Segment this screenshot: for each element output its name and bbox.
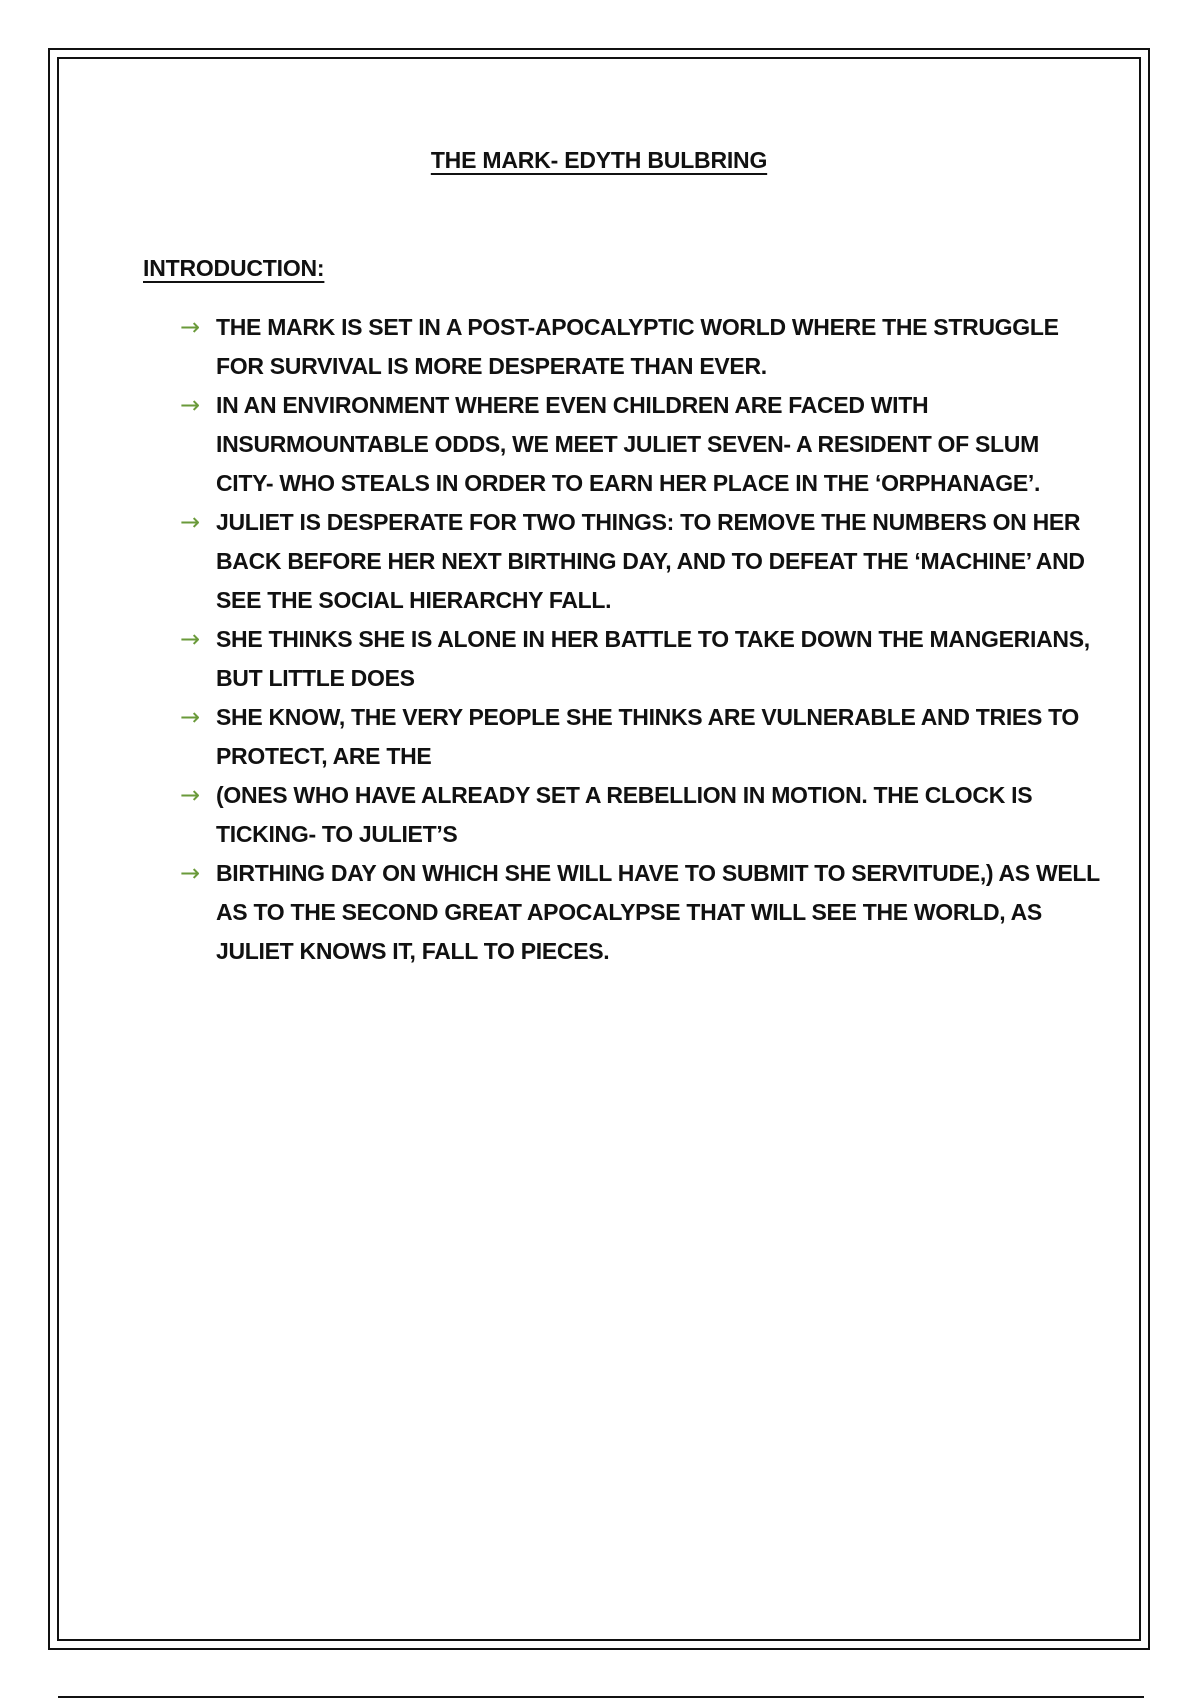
right-arrow-icon: → [180, 781, 201, 809]
bullet-text: SHE THINKS SHE IS ALONE IN HER BATTLE TO TAKE DOWN THE MANGERIANS, BUT LITTLE DOES [216, 626, 1090, 691]
right-arrow-icon: → [180, 313, 201, 341]
list-item [180, 854, 1100, 971]
bullet-text: THE MARK IS SET IN A POST-APOCALYPTIC WORLD WHERE THE STRUGGLE FOR SURVIVAL IS MORE DESPERATE THAN EVER. [216, 314, 1059, 379]
list-item [180, 620, 1100, 698]
bullet-list [180, 308, 1100, 971]
right-arrow-icon: → [180, 703, 201, 731]
list-item [180, 386, 1100, 503]
bullet-text: BIRTHING DAY ON WHICH SHE WILL HAVE TO SUBMIT TO SERVITUDE,) AS WELL AS TO THE SECOND GREAT APOCALYPSE THAT WILL SEE THE WORLD, AS JULIET KNOWS IT, FALL TO PIECES. [216, 860, 1100, 964]
page-border [48, 48, 1150, 1650]
list-item [180, 308, 1100, 386]
section-heading-introduction: INTRODUCTION: [143, 255, 325, 281]
right-arrow-icon: → [180, 859, 201, 887]
bullet-text: SHE KNOW, THE VERY PEOPLE SHE THINKS ARE VULNERABLE AND TRIES TO PROTECT, ARE THE [216, 704, 1079, 769]
bullet-text: IN AN ENVIRONMENT WHERE EVEN CHILDREN ARE FACED WITH INSURMOUNTABLE ODDS, WE MEET JULIET SEVEN- A RESIDENT OF SLUM CITY- WHO STEALS IN ORDER TO EARN HER PLACE IN THE ‘ORPHANAGE’. [216, 392, 1041, 496]
list-item [180, 776, 1100, 854]
list-item [180, 698, 1100, 776]
bullet-text: JULIET IS DESPERATE FOR TWO THINGS: TO REMOVE THE NUMBERS ON HER BACK BEFORE HER NEXT BIRTHING DAY, AND TO DEFEAT THE ‘MACHINE’ AND SEE THE SOCIAL HIERARCHY FALL. [216, 509, 1085, 613]
document-title: THE MARK- EDYTH BULBRING [430, 147, 768, 173]
footer-rule [58, 1696, 1144, 1698]
bullet-text: (ONES WHO HAVE ALREADY SET A REBELLION IN MOTION. THE CLOCK IS TICKING- TO JULIET’S [216, 782, 1033, 847]
right-arrow-icon: → [180, 391, 201, 419]
document-title-wrapper [50, 147, 1148, 174]
list-item [180, 503, 1100, 620]
right-arrow-icon: → [180, 508, 201, 536]
right-arrow-icon: → [180, 625, 201, 653]
